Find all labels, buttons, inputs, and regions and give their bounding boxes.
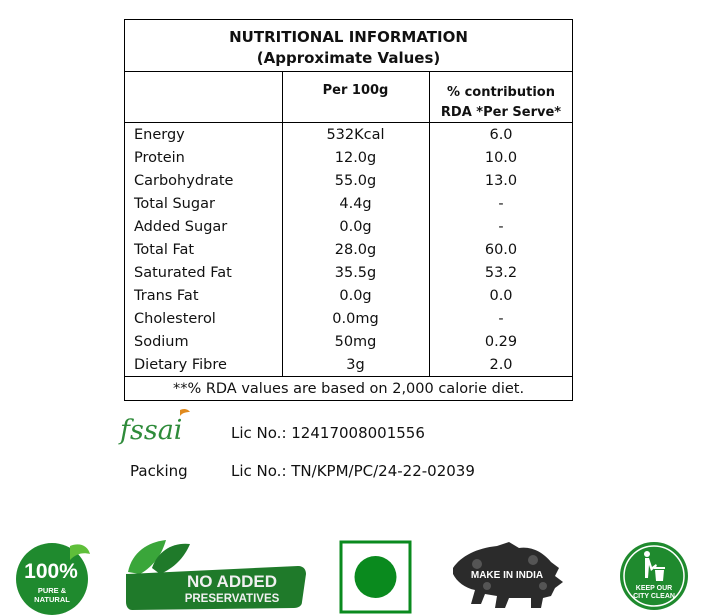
nutrient-per-100g: 532Kcal [326, 127, 385, 143]
nutrient-rda: 53.2 [484, 265, 518, 281]
table-row [125, 193, 572, 216]
nutrition-title [125, 20, 572, 72]
packing-label: Packing [130, 462, 188, 480]
nutrient-name: Sodium [134, 334, 189, 350]
header-per-100g: Per 100g [322, 83, 389, 98]
table-row [125, 262, 572, 285]
packing-license-number: Lic No.: TN/KPM/PC/24-22-02039 [231, 462, 475, 480]
nutrient-rda: - [498, 311, 504, 327]
rda-footnote: **% RDA values are based on 2,000 calorie diet. [125, 376, 572, 401]
header-rda [430, 83, 572, 123]
table-row [125, 285, 572, 308]
nutrient-name: Cholesterol [134, 311, 216, 327]
nutrient-per-100g: 55.0g [334, 173, 377, 189]
nutrient-name: Trans Fat [134, 288, 199, 304]
table-row [125, 170, 572, 193]
nutrient-name: Carbohydrate [134, 173, 234, 189]
table-row [125, 216, 572, 239]
nutrient-name: Protein [134, 150, 185, 166]
pure-natural-badge [14, 540, 92, 616]
nutrient-name: Total Sugar [134, 196, 215, 212]
keep-our-text: KEEP OUR [635, 585, 673, 592]
table-row [125, 354, 572, 377]
fssai-logo [118, 406, 194, 446]
keep-city-clean-badge [618, 540, 690, 612]
no-preservatives-badge [122, 538, 308, 614]
table-header [125, 72, 572, 123]
title-line-2: (Approximate Values) [256, 49, 441, 67]
nutrient-name: Saturated Fat [134, 265, 232, 281]
nutrient-per-100g: 50mg [334, 334, 377, 350]
no-added-text: NO ADDED [186, 572, 278, 591]
title-line-1: NUTRITIONAL INFORMATION [229, 28, 468, 46]
badge-natural-text: NATURAL [34, 595, 70, 604]
nutrient-per-100g: 0.0g [339, 219, 372, 235]
header-rda-line-1: % contribution [447, 85, 555, 100]
nutrient-rda: 0.0 [489, 288, 513, 304]
table-row [125, 239, 572, 262]
nutrient-name: Total Fat [134, 242, 195, 258]
nutrient-rda: 13.0 [484, 173, 518, 189]
nutrient-name: Energy [134, 127, 185, 143]
fssai-license-number: Lic No.: 12417008001556 [231, 424, 425, 442]
nutrient-per-100g: 0.0g [339, 288, 372, 304]
table-row [125, 147, 572, 170]
nutrient-per-100g: 35.5g [334, 265, 377, 281]
nutrient-name: Dietary Fibre [134, 357, 227, 373]
nutrient-rda: 6.0 [489, 127, 513, 143]
nutrient-rda: - [498, 219, 504, 235]
make-in-india-text: MAKE IN INDIA [470, 570, 544, 581]
nutrient-rda: 2.0 [489, 357, 513, 373]
preservatives-text: PRESERVATIVES [184, 593, 280, 605]
nutrition-table [124, 19, 573, 401]
nutrient-per-100g: 28.0g [334, 242, 377, 258]
table-row [125, 308, 572, 331]
nutrient-per-100g: 12.0g [334, 150, 377, 166]
nutrient-rda: - [498, 196, 504, 212]
header-rda-line-2: RDA *Per Serve* [440, 105, 562, 120]
veg-dot [355, 556, 397, 598]
nutrient-rda: 60.0 [484, 242, 518, 258]
nutrient-per-100g: 3g [346, 357, 365, 373]
badge-pure-text: PURE & [37, 586, 67, 595]
fssai-logo-text: fssai [120, 415, 183, 446]
make-in-india-icon [447, 538, 569, 612]
nutrient-per-100g: 4.4g [339, 196, 372, 212]
veg-symbol-icon [339, 540, 412, 614]
nutrient-name: Added Sugar [134, 219, 228, 235]
nutrient-rda: 10.0 [484, 150, 518, 166]
table-row [125, 124, 572, 147]
badge-100-percent: 100% [24, 560, 78, 583]
table-row [125, 331, 572, 354]
city-clean-text: CITY CLEAN [633, 593, 675, 600]
nutrient-rda: 0.29 [484, 334, 518, 350]
nutrient-per-100g: 0.0mg [332, 311, 379, 327]
